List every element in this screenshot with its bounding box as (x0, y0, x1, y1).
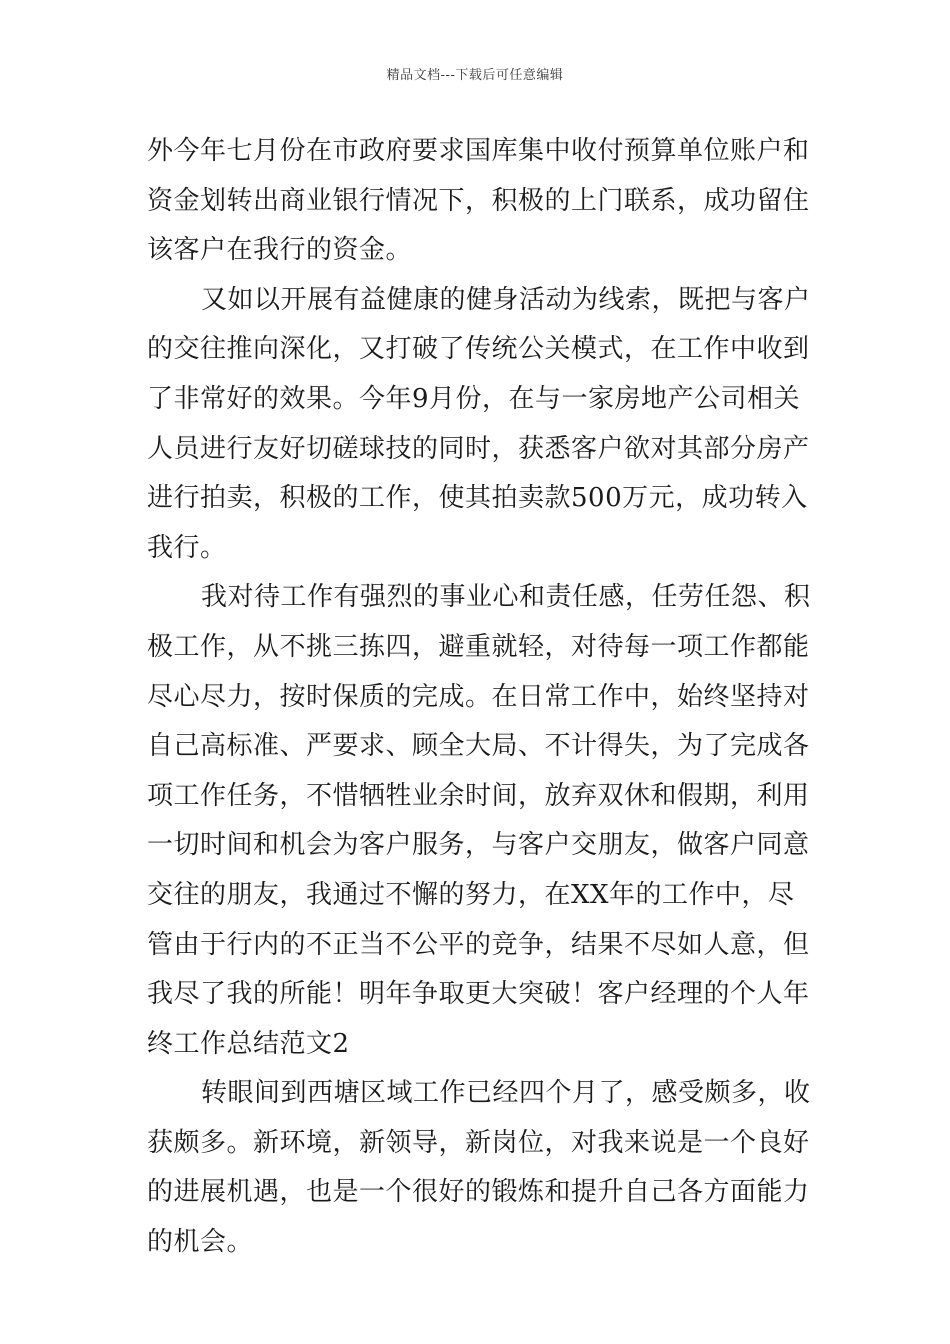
document-body (147, 127, 815, 1268)
paragraph-3: 我对待工作有强烈的事业心和责任感，任劳任怨、积极工作，从不挑三拣四，避重就轻，对待每一项工作都能尽心尽力，按时保质的完成。在日常工作中，始终坚持对自己高标准、严要求、顾全大局、不计得失，为了完成各项工作任务，不惜牺牲业余时间，放弃双休和假期，利用一切时间和机会为客户服务，与客户交朋友，做客户同意交往的朋友，我通过不懈的努力，在XX年的工作中，尽管由于行内的不正当不公平的竞争，结果不尽如人意，但我尽了我的所能！明年争取更大突破！客户经理的个人年终工作总结范文2 (147, 582, 811, 1059)
paragraph-1: 外今年七月份在市政府要求国库集中收付预算单位账户和资金划转出商业银行情况下，积极的上门联系，成功留住该客户在我行的资金。 (147, 136, 810, 266)
paragraph-2: 又如以开展有益健康的健身活动为线索，既把与客户的交往推向深化，又打破了传统公关模式，在工作中收到了非常好的效果。今年9月份，在与一家房地产公司相关人员进行友好切磋球技的同时，获悉客户欲对其部分房产进行拍卖，积极的工作，使其拍卖款500万元，成功转入我行。 (147, 284, 811, 563)
paragraph-4: 转眼间到西塘区域工作已经四个月了，感受颇多，收获颇多。新环境，新领导，新岗位，对我来说是一个良好的进展机遇，也是一个很好的锻炼和提升自己各方面能力的机会。 (147, 1078, 811, 1258)
page-header: 精品文档---下载后可任意编辑 (386, 68, 564, 83)
